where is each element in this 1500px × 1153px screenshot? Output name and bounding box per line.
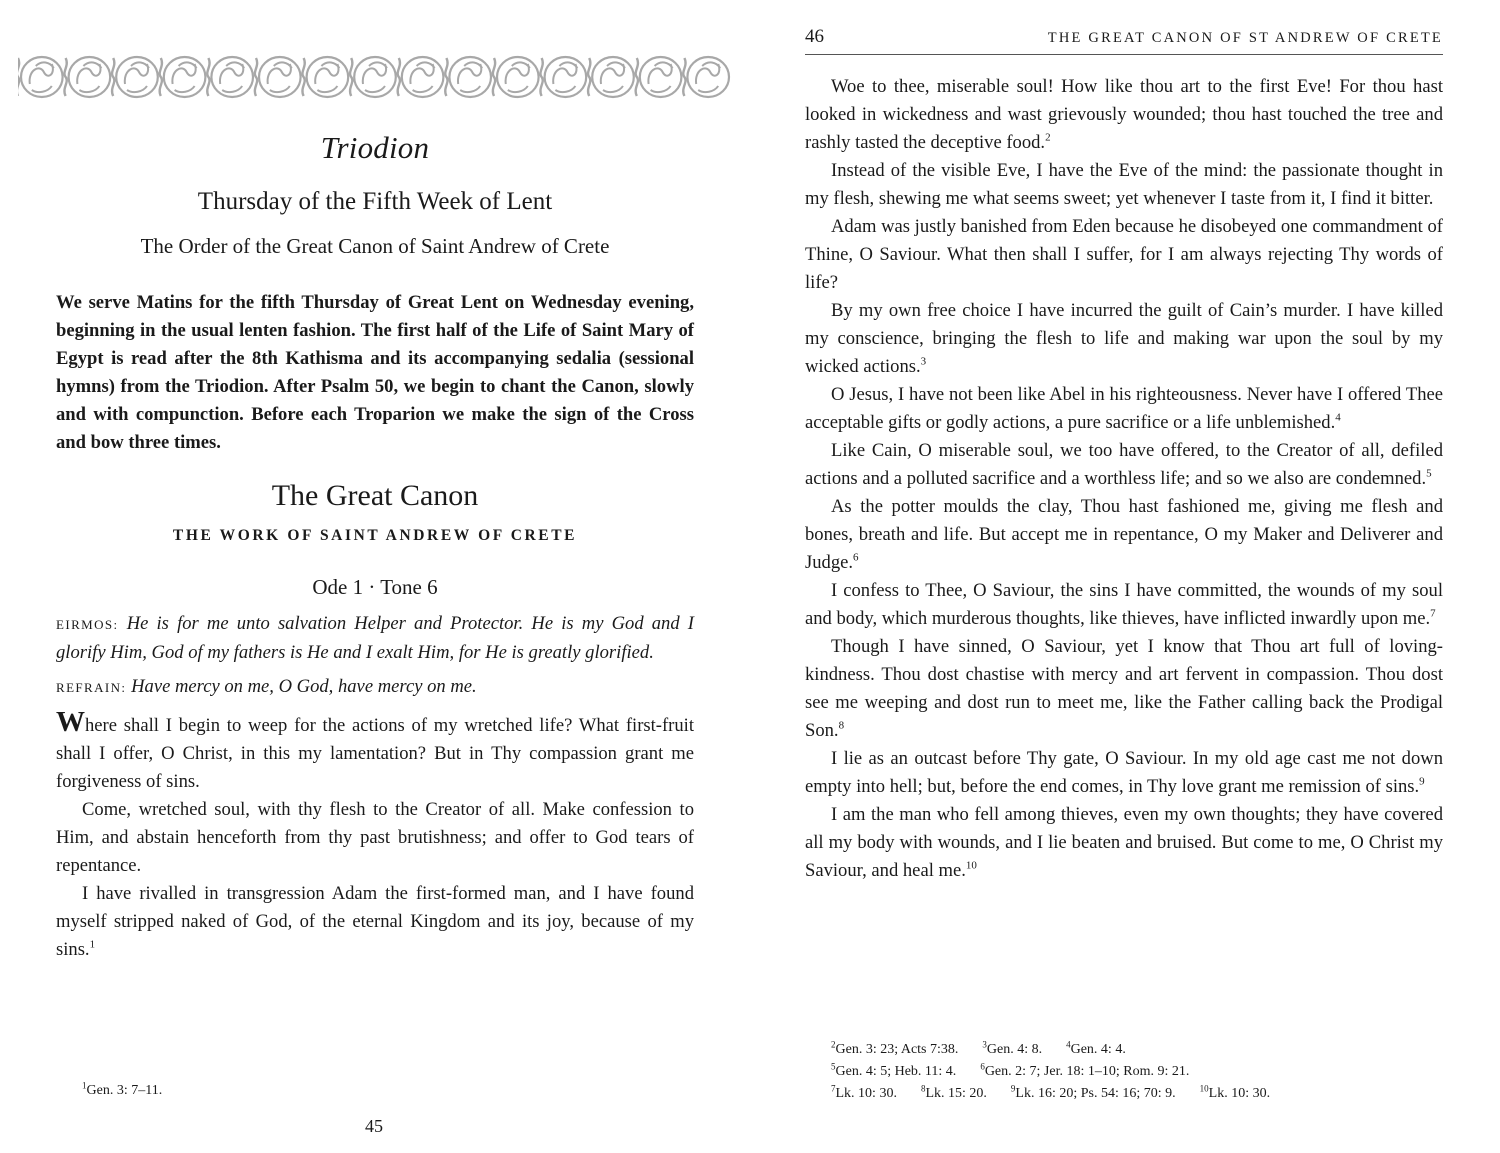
footnote bbox=[1011, 1083, 1176, 1105]
troparion bbox=[56, 880, 694, 964]
footnote-number: 6 bbox=[980, 1061, 985, 1072]
footnote-marker[interactable]: 7 bbox=[1430, 607, 1436, 620]
footnote bbox=[982, 1039, 1042, 1061]
footnote bbox=[831, 1061, 956, 1083]
footnote-number: 1 bbox=[82, 1080, 87, 1091]
troparion bbox=[805, 73, 1443, 157]
footnote-number: 10 bbox=[1199, 1083, 1209, 1094]
troparion-text: Instead of the visible Eve, I have the Eve of the mind: the passionate thought in my flesh, shewing me what seems sweet; yet whenever I taste from it, I find it bitter. bbox=[805, 160, 1443, 209]
refrain bbox=[56, 673, 694, 702]
troparion-text: Woe to thee, miserable soul! How like thou art to the first Eve! For thou hast looked in wickedness and wast grievously wounded; thou hast touched the tree and rashly tasted the deceptive food. bbox=[805, 76, 1443, 153]
footnote-number: 3 bbox=[982, 1039, 987, 1050]
troparion-text: here shall I begin to weep for the actions of my wretched life? What first-fruit shall I offer, O Christ, in this my lamentation? But in Thy compassion grant me forgiveness of sins. bbox=[56, 715, 694, 792]
day-heading: Thursday of the Fifth Week of Lent bbox=[197, 188, 553, 215]
running-header bbox=[805, 26, 1443, 55]
footnote-text: Gen. 4: 4. bbox=[1070, 1042, 1126, 1057]
footnote-marker[interactable]: 6 bbox=[853, 551, 859, 564]
footnote-marker[interactable]: 10 bbox=[965, 859, 977, 872]
troparion bbox=[805, 157, 1443, 213]
ornament-tile bbox=[636, 57, 682, 97]
troparion-text: I confess to Thee, O Saviour, the sins I have committed, the wounds of my soul and body, which murderous thoughts, like thieves, have inflicted inwardly upon me. bbox=[805, 580, 1443, 629]
footnote-text: Gen. 4: 8. bbox=[986, 1042, 1043, 1057]
ornament-tile bbox=[160, 57, 206, 97]
refrain-label: REFRAIN: bbox=[56, 680, 127, 695]
page-number: 45 bbox=[365, 1116, 383, 1136]
footnote-marker[interactable]: 1 bbox=[89, 938, 96, 951]
ornament-tile bbox=[302, 57, 348, 97]
footnote bbox=[82, 1080, 163, 1099]
footnote bbox=[831, 1039, 958, 1061]
troparion bbox=[805, 437, 1443, 493]
page-number: 46 bbox=[805, 26, 824, 47]
footnote-text: Gen. 3: 7–11. bbox=[86, 1083, 163, 1098]
ornament-tile bbox=[64, 57, 110, 97]
troparion-text: As the potter moulds the clay, Thou hast fashioned me, giving me flesh and bones, breath and life. But accept me in repentance, O my Maker and Deliverer and Judge. bbox=[805, 496, 1443, 573]
troparion bbox=[805, 213, 1443, 297]
ornamental-border-icon bbox=[18, 52, 732, 102]
troparion bbox=[805, 381, 1443, 437]
troparion bbox=[805, 745, 1443, 801]
ornament-tile bbox=[18, 57, 63, 97]
footnote-text: Gen. 2: 7; Jer. 18: 1–10; Rom. 9: 21. bbox=[984, 1064, 1190, 1079]
drop-cap: W bbox=[56, 706, 85, 738]
footnote bbox=[1066, 1039, 1126, 1061]
footnote-marker[interactable]: 4 bbox=[1335, 411, 1341, 424]
footnote-number: 8 bbox=[920, 1083, 926, 1094]
section-title: Triodion bbox=[320, 130, 430, 165]
footnote-text: Lk. 15: 20. bbox=[925, 1086, 987, 1101]
troparion-text: Like Cain, O miserable soul, we too have offered, to the Creator of all, defiled actions and a polluted sacrifice and a worthless life; and so we also are condemned. bbox=[805, 440, 1443, 489]
footnote-marker[interactable]: 9 bbox=[1419, 775, 1425, 788]
ode-heading: Ode 1 · Tone 6 bbox=[312, 575, 438, 599]
order-heading: The Order of the Great Canon of Saint Andrew of Crete bbox=[140, 234, 610, 258]
ornament-tile bbox=[398, 57, 444, 97]
footnote-marker[interactable]: 5 bbox=[1426, 467, 1432, 480]
footnote-number: 5 bbox=[831, 1061, 836, 1072]
troparion-text: I lie as an outcast before Thy gate, O Saviour. In my old age cast me not down empty into hell; but, before the end comes, in Thy love grant me remission of sins. bbox=[805, 748, 1443, 797]
footnote-text: Lk. 16: 20; Ps. 54: 16; 70: 9. bbox=[1015, 1086, 1176, 1101]
footnote bbox=[921, 1083, 987, 1105]
footnote bbox=[831, 1083, 897, 1105]
ornament-tile bbox=[493, 57, 539, 97]
eirmos-text: He is for me unto salvation Helper and Protector. He is my God and I glorify Him, God of my fathers is He and I exalt Him, for He is greatly glorified. bbox=[56, 613, 694, 663]
troparion-text: By my own free choice I have incurred the guilt of Cain’s murder. I have killed my conscience, bringing the flesh to life and making war upon the soul by my wicked actions. bbox=[805, 300, 1443, 377]
footnote-text: Lk. 10: 30. bbox=[835, 1086, 897, 1101]
footnotes bbox=[831, 1039, 1294, 1105]
troparion-text: O Jesus, I have not been like Abel in his righteousness. Never have I offered Thee acceptable gifts or godly actions, a pure sacrifice or a life unblemished. bbox=[805, 384, 1443, 433]
footnote-number: 2 bbox=[831, 1039, 836, 1050]
footnote bbox=[980, 1061, 1189, 1083]
footnote bbox=[1200, 1083, 1270, 1105]
troparion bbox=[805, 577, 1443, 633]
footnote-number: 4 bbox=[1066, 1039, 1071, 1050]
troparion-text: Come, wretched soul, with thy flesh to the Creator of all. Make confession to Him, and abstain henceforth from thy past brutishness; and offer to God tears of repentance. bbox=[56, 799, 694, 876]
troparion-text: Though I have sinned, O Saviour, yet I know that Thou art full of loving-kindness. Thou dost chastise with mercy and art fervent in compassion. Thou dost see me weeping and dost run to meet me, like the Father calling back the Prodigal Son. bbox=[805, 636, 1443, 741]
ornament-tile bbox=[445, 57, 491, 97]
eirmos bbox=[56, 610, 694, 667]
running-header-title: THE GREAT CANON OF ST ANDREW OF CRETE bbox=[1047, 30, 1443, 46]
eirmos-label: EIRMOS: bbox=[56, 617, 119, 632]
ornament-tile bbox=[683, 57, 729, 97]
footnote-text: Gen. 4: 5; Heb. 11: 4. bbox=[835, 1064, 957, 1079]
footnote-number: 7 bbox=[831, 1083, 836, 1094]
ornament-tile bbox=[207, 57, 253, 97]
ornament-tile bbox=[112, 57, 158, 97]
troparion bbox=[805, 633, 1443, 745]
footnote-marker[interactable]: 2 bbox=[1045, 131, 1051, 144]
footnote-row bbox=[831, 1083, 1294, 1105]
left-page-body bbox=[56, 130, 694, 964]
ornament-tile bbox=[540, 57, 586, 97]
troparion-text: Adam was justly banished from Eden because he disobeyed one commandment of Thine, O Saviour. What then shall I suffer, for I am always rejecting Thy words of life? bbox=[805, 216, 1443, 293]
footnote-text: Gen. 3: 23; Acts 7:38. bbox=[835, 1042, 959, 1057]
ornament-tile bbox=[350, 57, 396, 97]
troparion bbox=[805, 801, 1443, 885]
ornament-tile bbox=[588, 57, 634, 97]
troparion-text: I have rivalled in transgression Adam the first-formed man, and I have found myself stripped naked of God, of the eternal Kingdom and its joy, because of my sins. bbox=[56, 883, 694, 960]
troparion-text: I am the man who fell among thieves, even my own thoughts; they have covered all my body with wounds, and I lie beaten and bruised. But come to me, O Christ my Saviour, and heal me. bbox=[805, 804, 1443, 881]
footnote-number: 9 bbox=[1010, 1083, 1016, 1094]
right-page-body bbox=[805, 73, 1443, 885]
footnote-row bbox=[831, 1061, 1294, 1083]
troparion bbox=[805, 493, 1443, 577]
troparion bbox=[56, 796, 694, 880]
ornament-tile bbox=[255, 57, 301, 97]
rubric-paragraph: We serve Matins for the fifth Thursday of Great Lent on Wednesday evening, beginning in the usual lenten fashion. The first half of the Life of Saint Mary of Egypt is read after the 8th Kathisma and its accompanying sedalia (sessional hymns) from the Triodion. After Psalm 50, we begin to chant the Canon, slowly and with compunction. Before each Troparion we make the sign of the Cross and bow three times. bbox=[56, 292, 694, 453]
canon-subtitle: THE WORK OF SAINT ANDREW OF CRETE bbox=[172, 527, 578, 544]
footnote-text: Lk. 10: 30. bbox=[1208, 1086, 1271, 1101]
refrain-text: Have mercy on me, O God, have mercy on me. bbox=[131, 676, 477, 697]
footnote-marker[interactable]: 8 bbox=[838, 719, 845, 732]
footnote-row bbox=[831, 1039, 1294, 1061]
canon-title: The Great Canon bbox=[271, 479, 479, 512]
troparion bbox=[56, 708, 694, 796]
footnote-marker[interactable]: 3 bbox=[920, 355, 927, 368]
troparion bbox=[805, 297, 1443, 381]
